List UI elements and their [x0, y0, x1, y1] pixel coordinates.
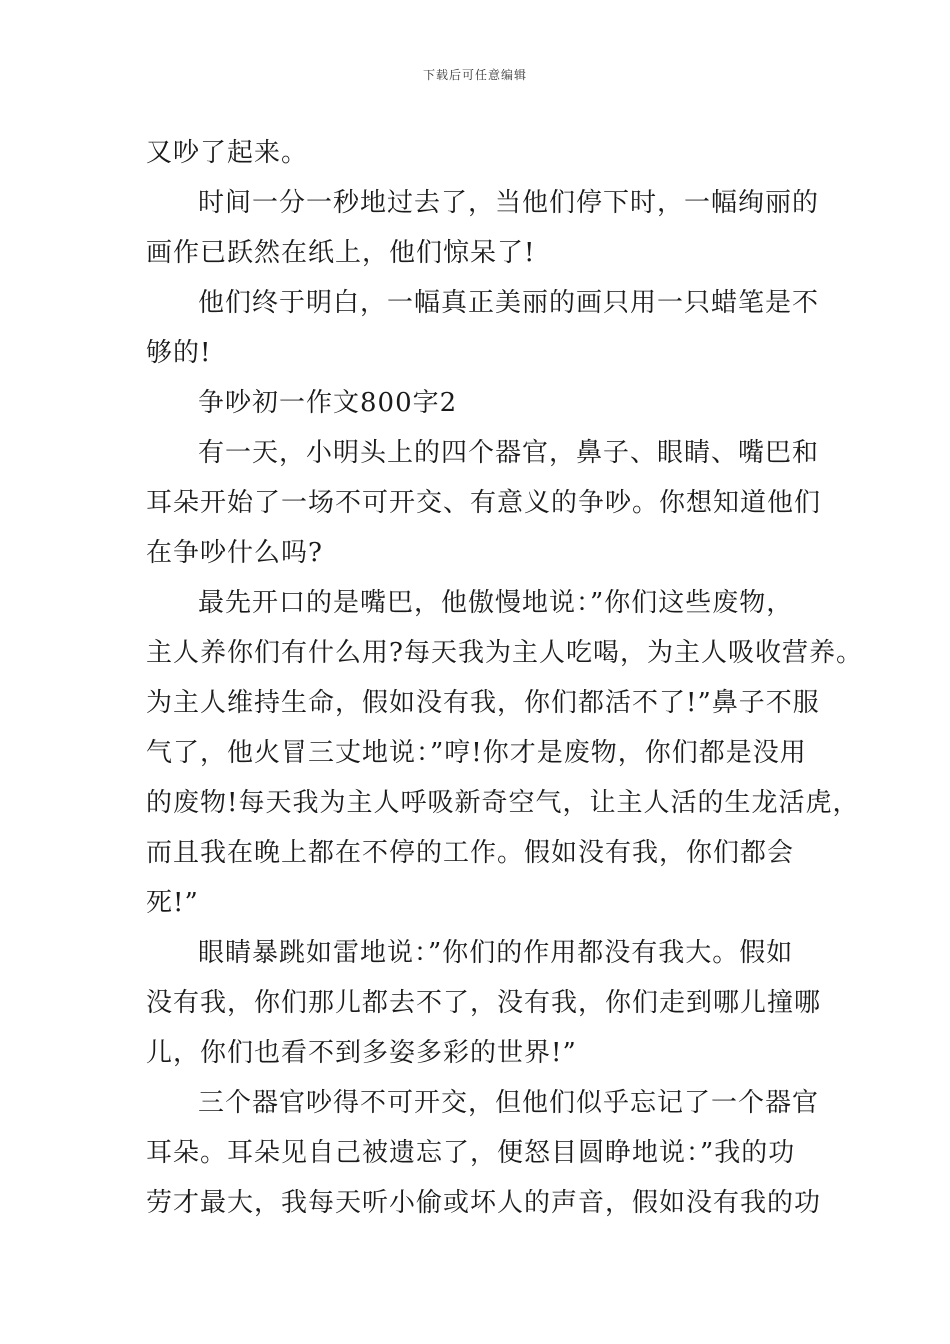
text-line: 而且我在晚上都在不停的工作。假如没有我，你们都会 [146, 838, 795, 868]
text-line: 死!” [146, 888, 199, 918]
text-line: 又吵了起来。 [146, 138, 309, 168]
text-line: 耳朵开始了一场不可开交、有意义的争吵。你想知道他们 [146, 488, 822, 518]
text-line: 没有我，你们那儿都去不了，没有我，你们走到哪儿撞哪 [146, 988, 822, 1018]
text-line: 在争吵什么吗? [146, 538, 323, 568]
text-line: 最先开口的是嘴巴，他傲慢地说：”你们这些废物， [198, 588, 794, 618]
text-line: 画作已跃然在纸上，他们惊呆了! [146, 238, 536, 268]
text-line: 气了，他火冒三丈地说：”哼!你才是废物，你们都是没用 [146, 738, 807, 768]
document-body [146, 128, 863, 1228]
text-line: 三个器官吵得不可开交，但他们似乎忘记了一个器官 [198, 1088, 820, 1118]
text-line: 耳朵。耳朵见自己被遗忘了，便怒目圆睁地说：”我的功 [146, 1138, 796, 1168]
text-line: 儿，你们也看不到多姿多彩的世界!” [146, 1038, 577, 1068]
text-line: 眼睛暴跳如雷地说：”你们的作用都没有我大。假如 [198, 938, 794, 968]
section-title: 争吵初一作文800字2 [198, 388, 458, 418]
text-line: 时间一分一秒地过去了，当他们停下时，一幅绚丽的 [198, 188, 820, 218]
text-line: 主人养你们有什么用?每天我为主人吃喝，为主人吸收营养。 [146, 638, 863, 668]
text-line: 为主人维持生命，假如没有我，你们都活不了!”鼻子不服 [146, 688, 820, 718]
text-line: 够的! [146, 338, 212, 368]
text-line: 有一天，小明头上的四个器官，鼻子、眼睛、嘴巴和 [198, 438, 820, 468]
text-line: 的废物!每天我为主人呼吸新奇空气，让主人活的生龙活虎， [146, 788, 860, 818]
text-line: 他们终于明白，一幅真正美丽的画只用一只蜡笔是不 [198, 288, 820, 318]
page-header: 下载后可任意编辑 [422, 68, 527, 82]
text-line: 劳才最大，我每天听小偷或坏人的声音，假如没有我的功 [146, 1188, 822, 1218]
